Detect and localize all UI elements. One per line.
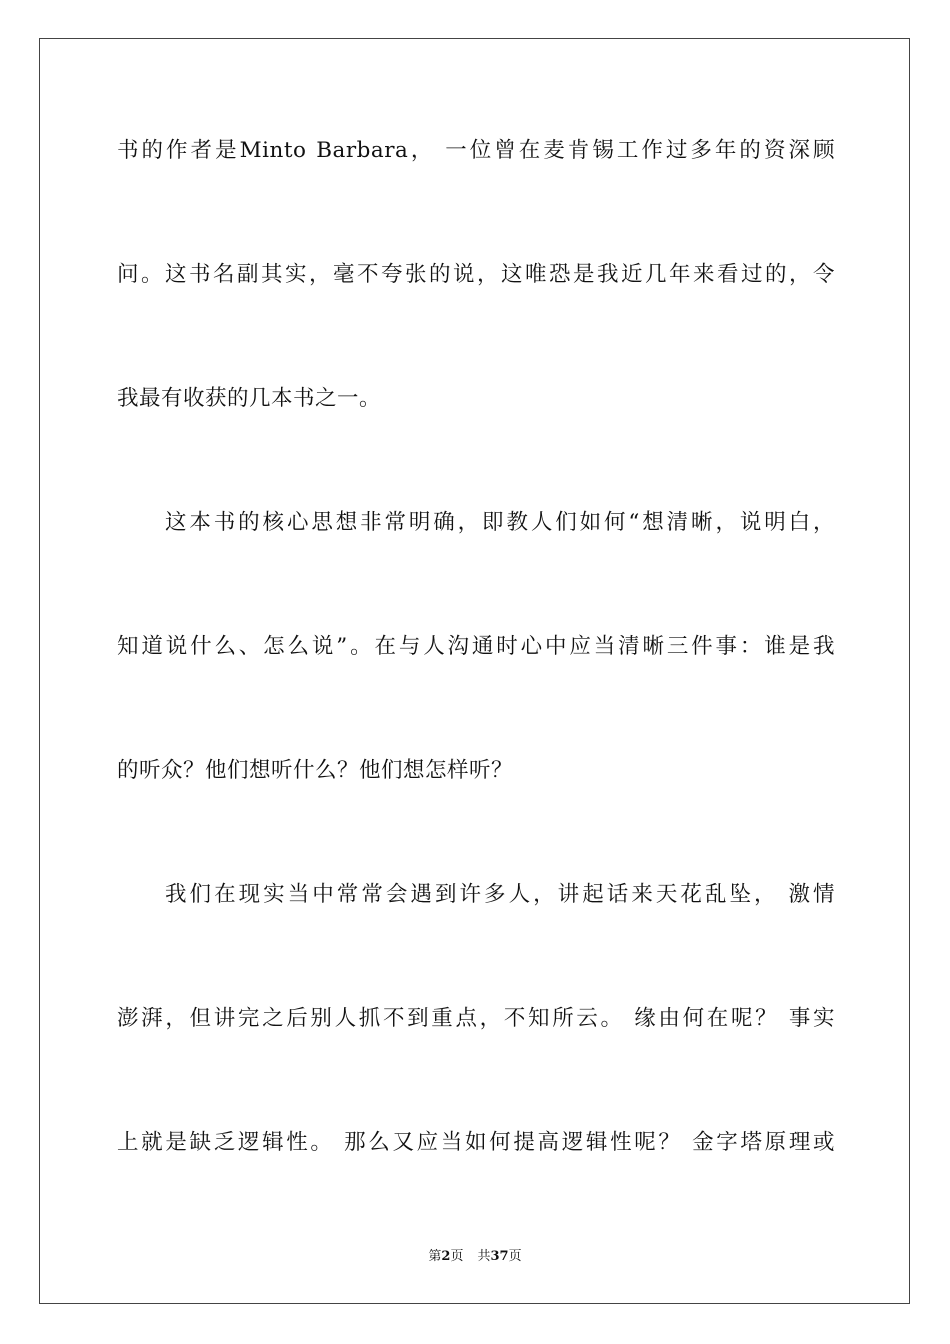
text-line: 澎湃，但讲完之后别人抓不到重点，不知所云。 缘由何在呢？ 事实 [117,1006,835,1031]
text-line: 的听众？他们想听什么？他们想怎样听？ [117,758,514,783]
text-line: 上就是缺乏逻辑性。 那么又应当如何提高逻辑性呢？ 金字塔原理或 [117,1130,835,1155]
page-prefix: 第 [428,1249,442,1264]
page-suffix: 页 [450,1249,464,1264]
paragraph-first-line: 我们在现实当中常常会遇到许多人，讲起话来天花乱坠， 激情 [165,882,835,907]
text-line: 我最有收获的几本书之一。 [117,386,382,411]
page-number: 2 [441,1249,451,1264]
total-pages: 37 [490,1249,509,1264]
text-line: 知道说什么、怎么说”。在与人沟通时心中应当清晰三件事：谁是我 [117,634,835,659]
page-border [39,38,910,1304]
total-prefix: 共 [477,1249,491,1264]
total-suffix: 页 [508,1249,522,1264]
text-line: 问。这书名副其实，毫不夸张的说，这唯恐是我近几年来看过的，令 [117,262,835,287]
text-line: 书的作者是Minto Barbara， 一位曾在麦肯锡工作过多年的资深顾 [117,138,835,163]
paragraph-first-line: 这本书的核心思想非常明确，即教人们如何“想清晰，说明白， [165,510,835,535]
page-footer [0,1248,950,1266]
